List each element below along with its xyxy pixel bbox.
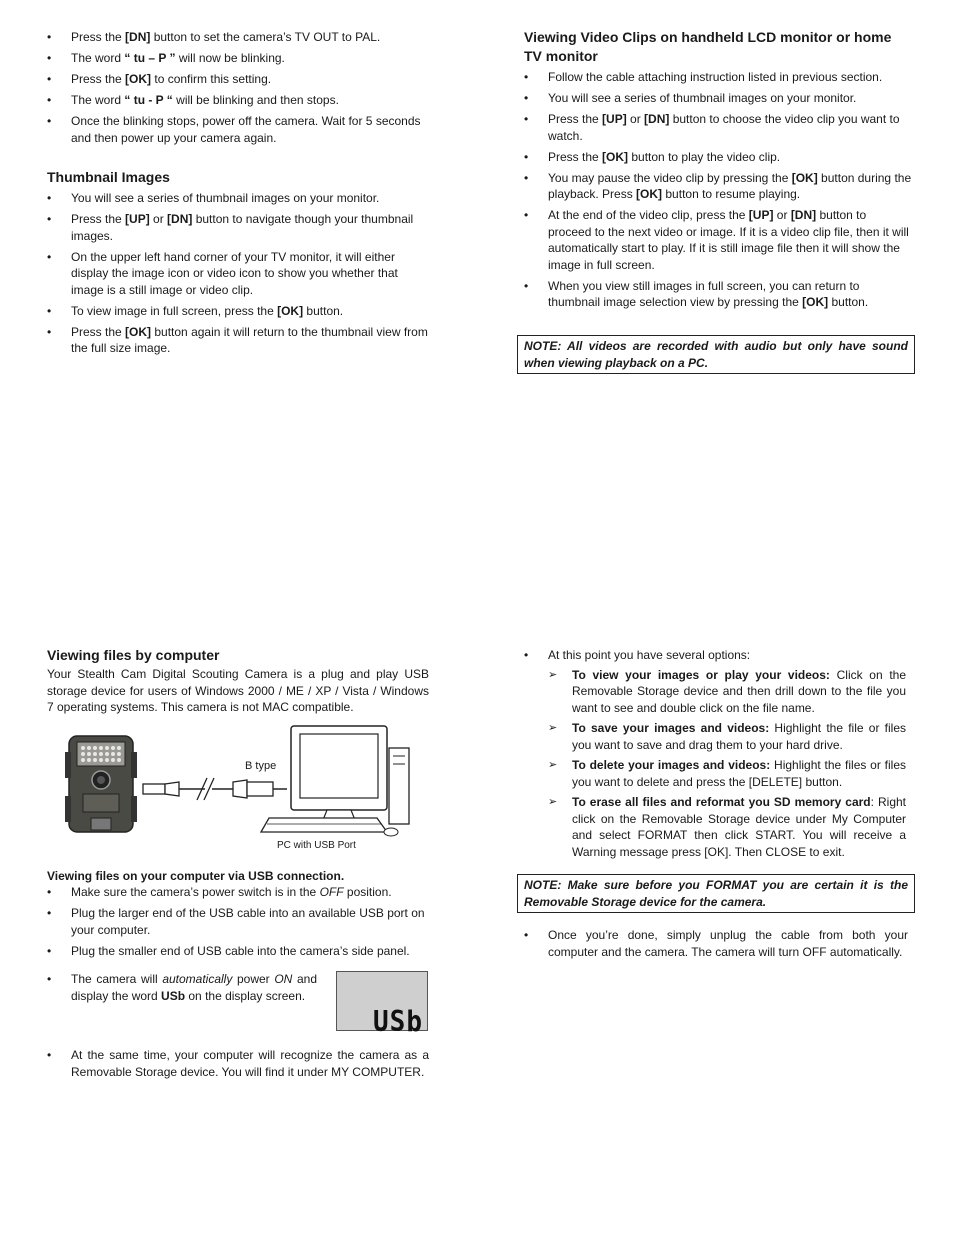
text: [OK] — [602, 149, 629, 164]
format-note: NOTE: Make sure before you FORMAT you are certain it is the Removable Storage device for the camera. — [517, 874, 915, 913]
auto-on-list — [47, 971, 317, 1004]
text: Highlight the files or files you want to delete and press the [DELETE] button. — [572, 758, 906, 789]
text: button. — [303, 303, 344, 318]
text: [OK] — [125, 72, 152, 86]
list-item — [47, 249, 431, 299]
pc-usb-label: PC with USB Port — [277, 839, 356, 851]
text: Press the — [71, 30, 126, 44]
text: Press the — [548, 112, 603, 126]
option-item — [548, 720, 906, 753]
viewing-files-heading: Viewing files by computer — [47, 647, 220, 663]
text: [OK] — [277, 303, 304, 318]
video-clips-list — [524, 69, 912, 311]
text: Plug the smaller end of USB cable into the camera’s side panel. — [71, 943, 410, 958]
list-item — [524, 647, 906, 860]
final-step — [524, 927, 908, 965]
list-item — [47, 905, 429, 938]
text: Once the blinking stops, power off the camera. Wait for 5 seconds and then power up your camera again. — [71, 114, 421, 145]
list-item — [47, 303, 431, 320]
text: Follow the cable attaching instruction listed in previous section. — [548, 70, 883, 84]
text: [OK] — [636, 187, 663, 201]
text: position. — [343, 885, 392, 899]
text: When you view still images in full screen, you can return to thumbnail image selection view by pressing the — [548, 278, 860, 309]
text: or — [773, 208, 791, 222]
text: [DN] — [125, 30, 151, 44]
text: automatically — [162, 972, 233, 986]
audio-note: NOTE: All videos are recorded with audio but only have sound when viewing playback on a PC. — [517, 335, 915, 374]
text: button to proceed to the next video or image. If it is a video clip file, then it will automatically start to play. If it is still image file then it will show the image in full screen. — [548, 208, 909, 272]
text: [OK] — [802, 295, 829, 309]
text: button to resume playing. — [662, 187, 801, 201]
tv-out-steps — [47, 29, 431, 146]
list-item — [47, 211, 431, 244]
text: Press the — [548, 149, 603, 164]
text: Press the — [71, 324, 126, 339]
text: button to play the video clip. — [628, 149, 781, 164]
option-sublist — [548, 667, 906, 861]
text: [DN] — [167, 212, 193, 226]
text: : Right click on the Removable Storage device under My Computer and select FORMAT then click START. You will receive a Warning message press [OK]. Then CLOSE to exit. — [572, 795, 906, 859]
text: [UP] — [602, 112, 627, 126]
list-item — [47, 92, 431, 109]
camera-icon — [65, 736, 137, 832]
text: and display the word — [71, 972, 317, 1003]
text: or — [149, 212, 168, 226]
thumbnail-list — [47, 190, 431, 357]
text: You will see a series of thumbnail images on your monitor. — [71, 191, 380, 205]
text: Plug the larger end of the USB cable into an available USB port on your computer. — [71, 906, 425, 937]
usb-cable-icon — [143, 778, 287, 800]
text: To view your images or play your videos: — [572, 667, 830, 682]
text: button to set the camera’s TV OUT to PAL. — [150, 30, 381, 44]
text: [OK] — [125, 324, 152, 339]
usb-subheading: Viewing files on your computer via USB connection. — [47, 868, 345, 883]
option-item — [548, 757, 906, 790]
text: To save your images and videos: — [572, 721, 770, 735]
text: To delete your images and videos: — [572, 758, 771, 772]
lcd-display — [336, 971, 428, 1038]
text: Make sure the camera’s power switch is in the — [71, 885, 320, 899]
list-item: • At the same time, your computer will recognize the camera as a Removable Storage device. You will find it under MY COMPUTER. — [47, 1047, 429, 1080]
text: on the display screen. — [185, 988, 306, 1003]
list-item — [524, 207, 912, 273]
text: At the end of the video clip, press the — [548, 208, 749, 222]
camera-usb-pc-illustration — [47, 724, 429, 864]
list-item — [47, 29, 431, 46]
text: The word — [71, 93, 125, 107]
auto-on-row — [47, 971, 429, 1037]
options-list — [524, 647, 906, 860]
list-item — [524, 170, 912, 203]
text: [DN] — [644, 112, 670, 126]
list-item — [47, 71, 431, 88]
text: button to choose the video clip you want to watch. — [548, 112, 900, 143]
text: You will see a series of thumbnail images on your monitor. — [548, 91, 857, 105]
text: At this point you have several options: — [548, 648, 751, 662]
text: ON — [274, 972, 293, 986]
top-left-column — [47, 29, 431, 361]
list-item — [524, 278, 912, 311]
text: button to navigate though your thumbnail images. — [71, 212, 414, 243]
text: [DN] — [790, 208, 817, 222]
option-item — [548, 667, 906, 717]
video-clips-heading: Viewing Video Clips on handheld LCD monitor or home TV monitor — [524, 29, 892, 64]
bottom-right-column — [524, 647, 906, 865]
usb-connection-figure — [47, 724, 429, 864]
text: “ tu – P ” — [124, 51, 176, 65]
text: button during the playback. Press — [548, 170, 912, 201]
text: The camera will — [71, 972, 163, 986]
option-item — [548, 794, 906, 860]
list-item — [47, 324, 431, 357]
text: button again it will return to the thumbnail view from the full size image. — [71, 324, 428, 355]
list-item — [524, 69, 912, 86]
intro-paragraph: Your Stealth Cam Digital Scouting Camera is a plug and play USB storage device for users of Windows 2000 / ME / XP / Vista / Windows 7 operating systems. This camera is not MAC compatible. — [47, 667, 429, 714]
text: to confirm this setting. — [151, 72, 272, 86]
text: To erase all files and reformat you SD memory card — [572, 795, 871, 809]
text: [UP] — [748, 208, 774, 222]
text: will be blinking and then stops. — [172, 93, 339, 107]
text: Press the — [71, 212, 126, 226]
text: To view image in full screen, press the — [71, 303, 278, 318]
text: “ tu - P “ — [124, 93, 173, 107]
list-item — [47, 971, 317, 1004]
text: will now be blinking. — [175, 51, 285, 65]
list-item — [47, 113, 431, 146]
text: You may pause the video clip by pressing the — [548, 170, 792, 185]
list-item — [524, 111, 912, 144]
list-item: • Once you’re done, simply unplug the cable from both your computer and the camera. The camera will turn OFF automatically. — [524, 927, 908, 960]
text: Press the — [71, 72, 126, 86]
pc-icon — [261, 726, 409, 836]
text: [UP] — [125, 212, 150, 226]
thumbnail-heading: Thumbnail Images — [47, 169, 170, 185]
text: [OK] — [791, 170, 818, 185]
bottom-left-column — [47, 646, 429, 1085]
list-item — [47, 190, 431, 207]
top-right-column — [524, 28, 912, 315]
b-type-label: B type — [245, 759, 277, 772]
text: Highlight the file or files you want to save and drag them to your hard drive. — [572, 721, 906, 752]
list-item — [524, 90, 912, 107]
lcd-text: USb — [373, 1004, 423, 1038]
text: or — [626, 112, 645, 126]
list-item — [47, 943, 429, 960]
text: The word — [71, 51, 125, 65]
text: On the upper left hand corner of your TV monitor, it will either display the image icon or video icon to show you whether that image is a still image or video clip. — [71, 249, 398, 297]
usb-steps-list — [47, 884, 429, 959]
text: USb — [161, 988, 186, 1003]
text: power — [232, 972, 275, 986]
final-list — [524, 927, 908, 960]
text: OFF — [319, 885, 344, 899]
recognize-list — [47, 1047, 429, 1080]
text: Click on the Removable Storage device and then drill down to the file you want to see and double click on the file name. — [572, 667, 907, 715]
list-item — [47, 884, 429, 901]
text: button. — [828, 295, 869, 309]
list-item — [524, 149, 912, 166]
list-item — [47, 50, 431, 67]
